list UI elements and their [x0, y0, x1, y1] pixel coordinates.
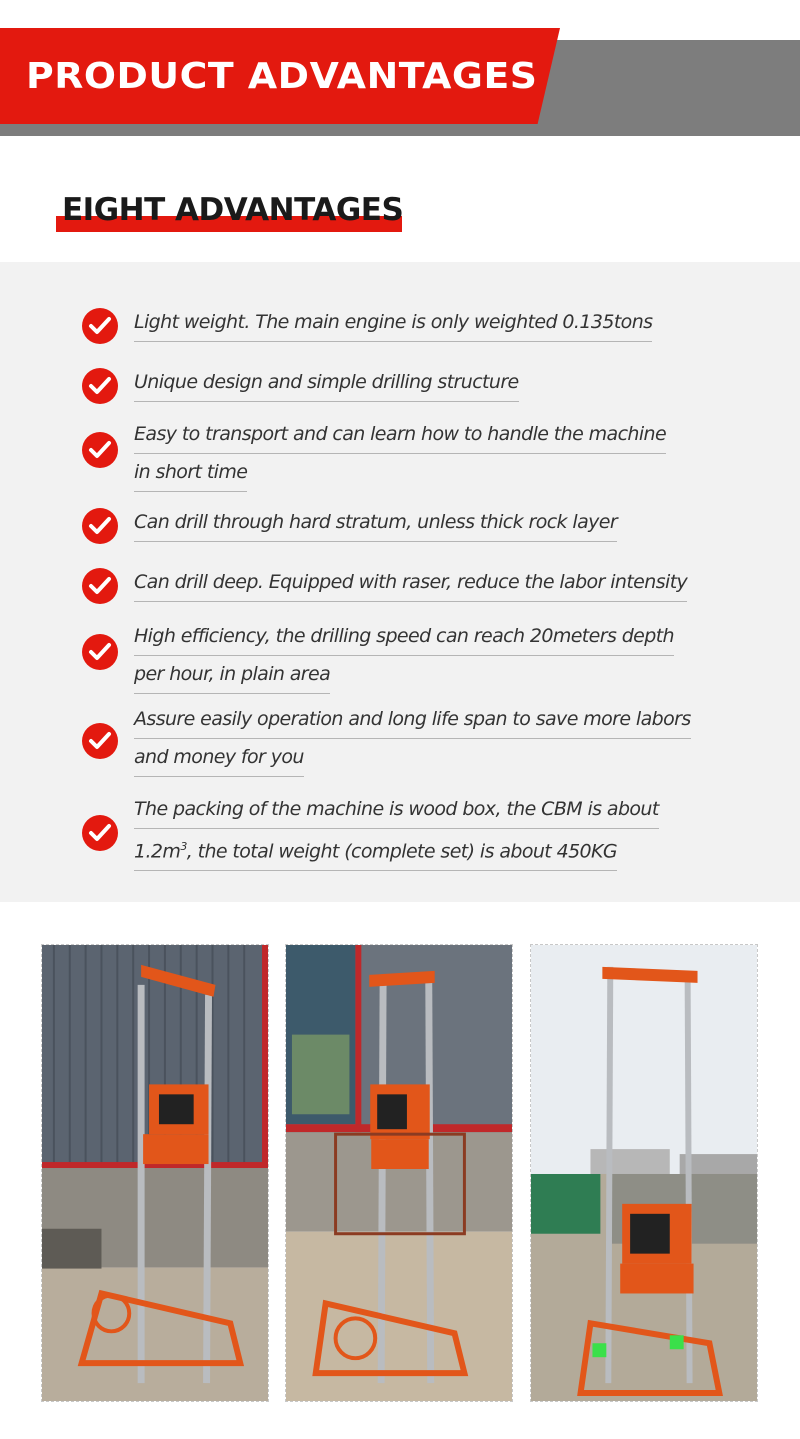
advantage-text: Light weight. The main engine is only weighted 0.135tons: [134, 310, 652, 342]
check-circle-icon: [82, 432, 118, 468]
section-title: EIGHT ADVANTAGES: [62, 192, 404, 228]
advantage-text: Can drill deep. Equipped with raser, reduce the labor intensity: [134, 570, 687, 602]
check-circle-icon: [82, 723, 118, 759]
product-photo-3: [530, 944, 758, 1402]
product-photo-1: [41, 944, 269, 1402]
check-circle-icon: [82, 308, 118, 344]
advantage-text: Assure easily operation and long life span to save more labors: [134, 707, 691, 739]
header-banner: [0, 28, 800, 136]
check-circle-icon: [82, 568, 118, 604]
page-title: PRODUCT ADVANTAGES: [26, 56, 538, 97]
advantage-text: Unique design and simple drilling structure: [134, 370, 519, 402]
volume-exponent: 3: [180, 840, 187, 853]
check-circle-icon: [82, 815, 118, 851]
advantage-text: High efficiency, the drilling speed can reach 20meters depth: [134, 624, 674, 656]
advantages-panel: [0, 262, 800, 902]
check-circle-icon: [82, 634, 118, 670]
volume-value: 1.2m: [134, 840, 181, 863]
check-circle-icon: [82, 368, 118, 404]
advantage-text: The packing of the machine is wood box, the CBM is about: [134, 797, 659, 829]
weight-text: , the total weight (complete set) is about 450KG: [186, 840, 618, 863]
advantage-text-with-superscript: [134, 835, 617, 871]
advantage-text: per hour, in plain area: [134, 662, 330, 694]
product-photo-2: [285, 944, 513, 1402]
advantage-text: Can drill through hard stratum, unless thick rock layer: [134, 510, 617, 542]
advantage-text: Easy to transport and can learn how to handle the machine: [134, 422, 666, 454]
advantage-text: in short time: [134, 460, 247, 492]
advantage-text: and money for you: [134, 745, 304, 777]
check-circle-icon: [82, 508, 118, 544]
section-heading: [56, 192, 403, 228]
